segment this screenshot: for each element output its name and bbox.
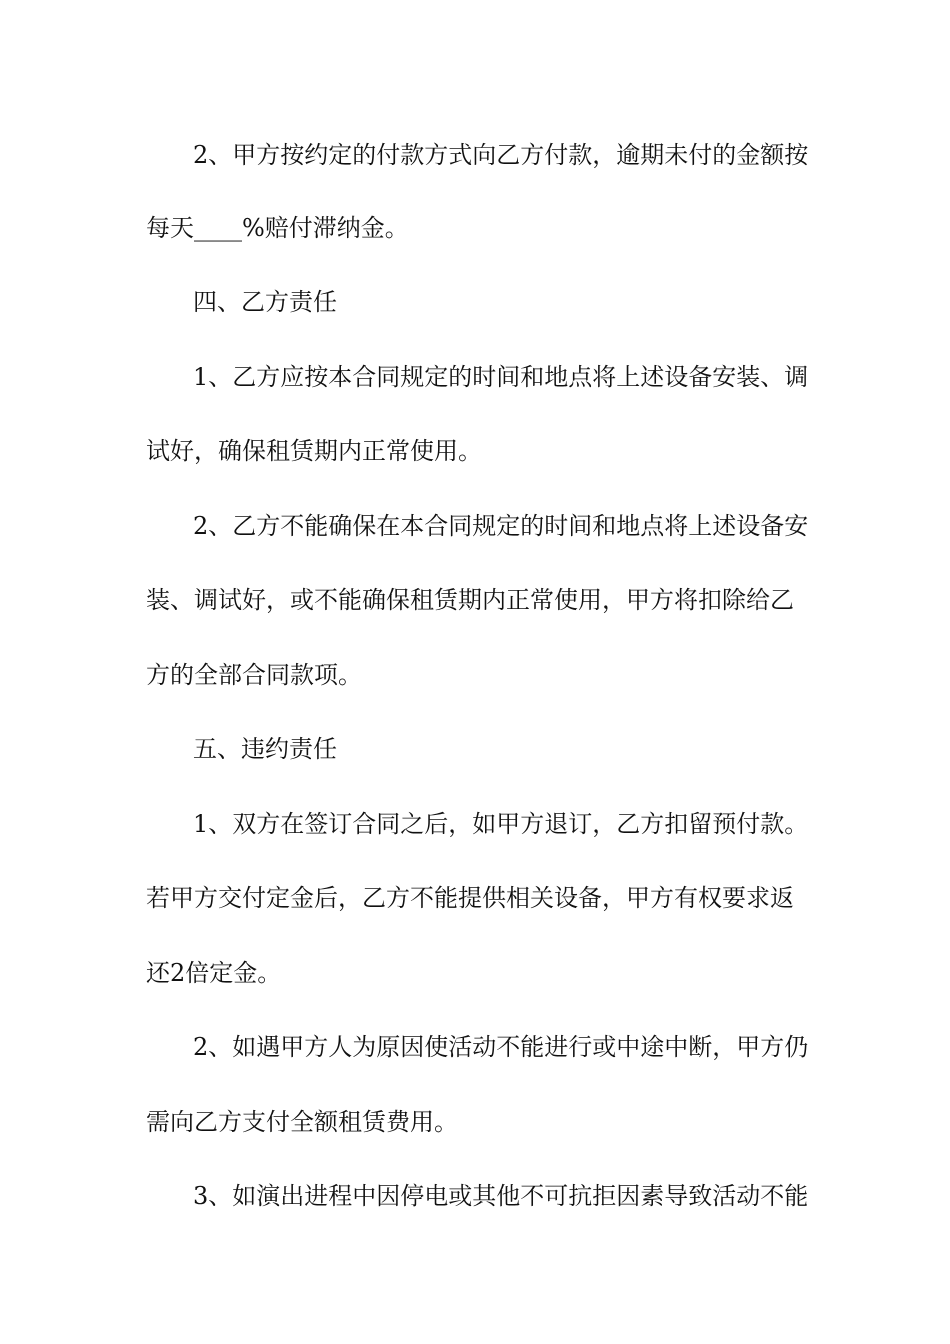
paragraph-line: 试好，确保租赁期内正常使用。 [146,437,482,465]
paragraph-line: 若甲方交付定金后，乙方不能提供相关设备，甲方有权要求返 [146,884,794,912]
paragraph-line: 1、乙方应按本合同规定的时间和地点将上述设备安装、调 [193,363,809,391]
paragraph-line: 每天____%赔付滞纳金。 [146,214,409,242]
paragraph-line: 装、调试好，或不能确保租赁期内正常使用，甲方将扣除给乙 [146,586,794,614]
paragraph-line: 1、双方在签订合同之后，如甲方退订，乙方扣留预付款。 [193,810,809,838]
paragraph-line: 2、乙方不能确保在本合同规定的时间和地点将上述设备安 [193,512,809,540]
paragraph-line: 3、如演出进程中因停电或其他不可抗拒因素导致活动不能 [193,1182,809,1210]
section-heading: 五、违约责任 [193,735,337,763]
paragraph-line: 2、如遇甲方人为原因使活动不能进行或中途中断，甲方仍 [193,1033,809,1061]
paragraph-line: 方的全部合同款项。 [146,661,362,689]
section-heading: 四、乙方责任 [193,288,337,316]
paragraph-line: 2、甲方按约定的付款方式向乙方付款，逾期未付的金额按 [193,141,809,169]
paragraph-line: 需向乙方支付全额租赁费用。 [146,1108,458,1136]
paragraph-line: 还2倍定金。 [146,959,282,987]
